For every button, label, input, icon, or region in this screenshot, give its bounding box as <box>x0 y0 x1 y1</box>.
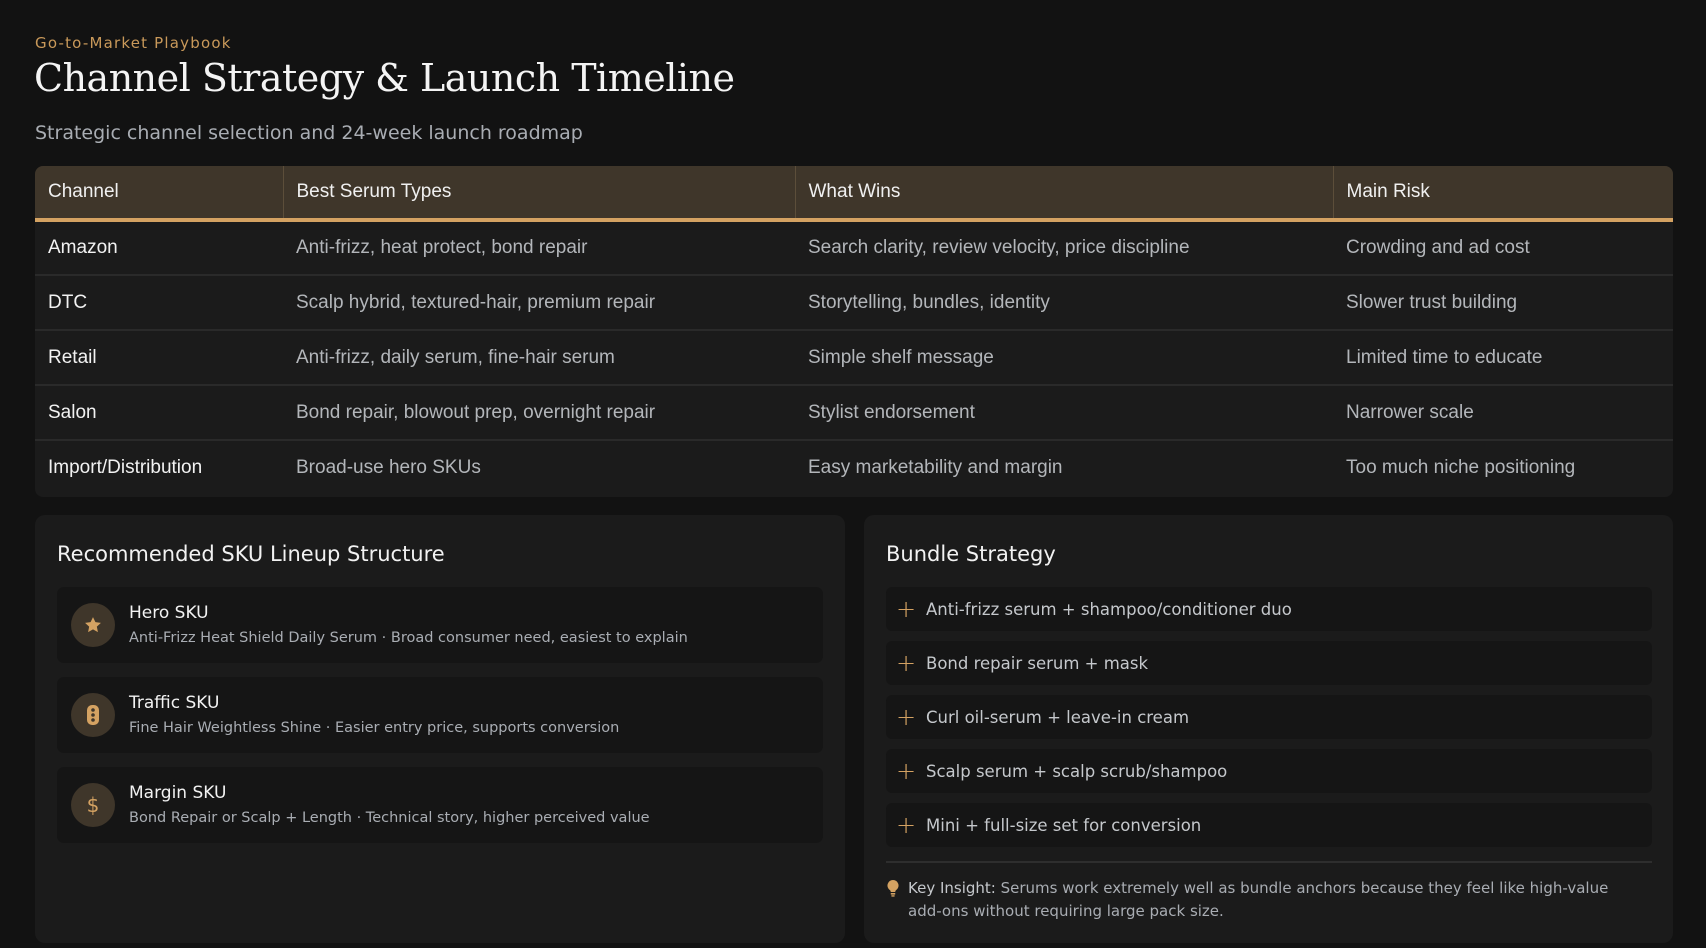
sku-card-margin <box>57 767 823 843</box>
divider <box>886 861 1652 863</box>
bundle-label: Bond repair serum + mask <box>926 653 1149 673</box>
table-row <box>35 220 1673 275</box>
column-header-main-risk: Main Risk <box>1333 166 1673 220</box>
table-row <box>35 440 1673 495</box>
column-header-channel: Channel <box>35 166 283 220</box>
eyebrow-label: Go-to-Market Playbook <box>35 34 232 52</box>
sku-description: Bond Repair or Scalp + Length · Technical story, higher perceived value <box>129 810 650 826</box>
sku-lineup-panel <box>35 515 845 943</box>
bundle-item <box>886 587 1652 631</box>
cell-what-wins: Easy marketability and margin <box>808 457 1063 478</box>
cell-main-risk: Crowding and ad cost <box>1333 220 1673 275</box>
plus-icon: + <box>896 757 917 785</box>
table-row <box>35 330 1673 385</box>
table-row <box>35 275 1673 330</box>
cell-main-risk: Slower trust building <box>1333 275 1673 330</box>
cell-serum-types: Broad-use hero SKUs <box>296 457 481 478</box>
sku-name: Margin SKU <box>129 783 227 803</box>
bundle-label: Scalp serum + scalp scrub/shampoo <box>926 761 1228 781</box>
page-subtitle: Strategic channel selection and 24-week launch roadmap <box>35 122 583 144</box>
dollar-icon: $ <box>71 783 115 827</box>
lightbulb-icon <box>886 879 900 923</box>
channel-table <box>35 166 1673 497</box>
plus-icon: + <box>896 595 917 623</box>
bundle-strategy-panel <box>864 515 1673 943</box>
sku-card-hero <box>57 587 823 663</box>
plus-icon: + <box>896 649 917 677</box>
bundle-item <box>886 749 1652 793</box>
bundle-item <box>886 695 1652 739</box>
table-row <box>35 385 1673 440</box>
page-title: Channel Strategy & Launch Timeline <box>34 56 735 100</box>
sku-card-traffic <box>57 677 823 753</box>
table-header-row <box>35 166 1673 220</box>
bundle-label: Mini + full-size set for conversion <box>926 815 1202 835</box>
bundle-item <box>886 641 1652 685</box>
cell-serum-types: Anti-frizz, daily serum, fine-hair serum <box>283 330 795 385</box>
insight-body: Serums work extremely well as bundle anchors because they feel like high-value add-ons without requiring large pack size. <box>908 879 1609 920</box>
insight-text <box>908 877 1626 923</box>
cell-what-wins: Simple shelf message <box>795 330 1333 385</box>
plus-icon: + <box>896 811 917 839</box>
plus-icon: + <box>896 703 917 731</box>
column-header-serum-types: Best Serum Types <box>283 166 795 220</box>
bundle-label: Curl oil-serum + leave-in cream <box>926 707 1190 727</box>
sku-description: Fine Hair Weightless Shine · Easier entry price, supports conversion <box>129 720 620 736</box>
sku-name: Hero SKU <box>129 603 209 623</box>
cell-serum-types: Bond repair, blowout prep, overnight repair <box>283 385 795 440</box>
cell-main-risk: Narrower scale <box>1333 385 1673 440</box>
bundle-label: Anti-frizz serum + shampoo/conditioner duo <box>926 599 1292 619</box>
cell-channel: Amazon <box>35 220 283 275</box>
insight-label: Key Insight: <box>908 879 996 897</box>
key-insight <box>886 877 1626 923</box>
cell-channel: Salon <box>35 385 283 440</box>
cell-main-risk: Limited time to educate <box>1333 330 1673 385</box>
bundle-item <box>886 803 1652 847</box>
cell-channel: Import/Distribution <box>48 457 203 478</box>
cell-what-wins: Storytelling, bundles, identity <box>795 275 1333 330</box>
star-icon <box>71 603 115 647</box>
cell-channel: Retail <box>35 330 283 385</box>
column-header-what-wins: What Wins <box>795 166 1333 220</box>
cell-channel: DTC <box>35 275 283 330</box>
bundle-panel-title: Bundle Strategy <box>886 542 1056 566</box>
cell-main-risk: Too much niche positioning <box>1346 457 1576 478</box>
sku-name: Traffic SKU <box>129 693 220 713</box>
cell-serum-types: Scalp hybrid, textured-hair, premium repair <box>283 275 795 330</box>
sku-description: Anti-Frizz Heat Shield Daily Serum · Broad consumer need, easiest to explain <box>129 630 688 646</box>
cell-serum-types: Anti-frizz, heat protect, bond repair <box>283 220 795 275</box>
sku-panel-title: Recommended SKU Lineup Structure <box>57 542 445 566</box>
traffic-light-icon <box>71 693 115 737</box>
cell-what-wins: Search clarity, review velocity, price discipline <box>795 220 1333 275</box>
cell-what-wins: Stylist endorsement <box>795 385 1333 440</box>
